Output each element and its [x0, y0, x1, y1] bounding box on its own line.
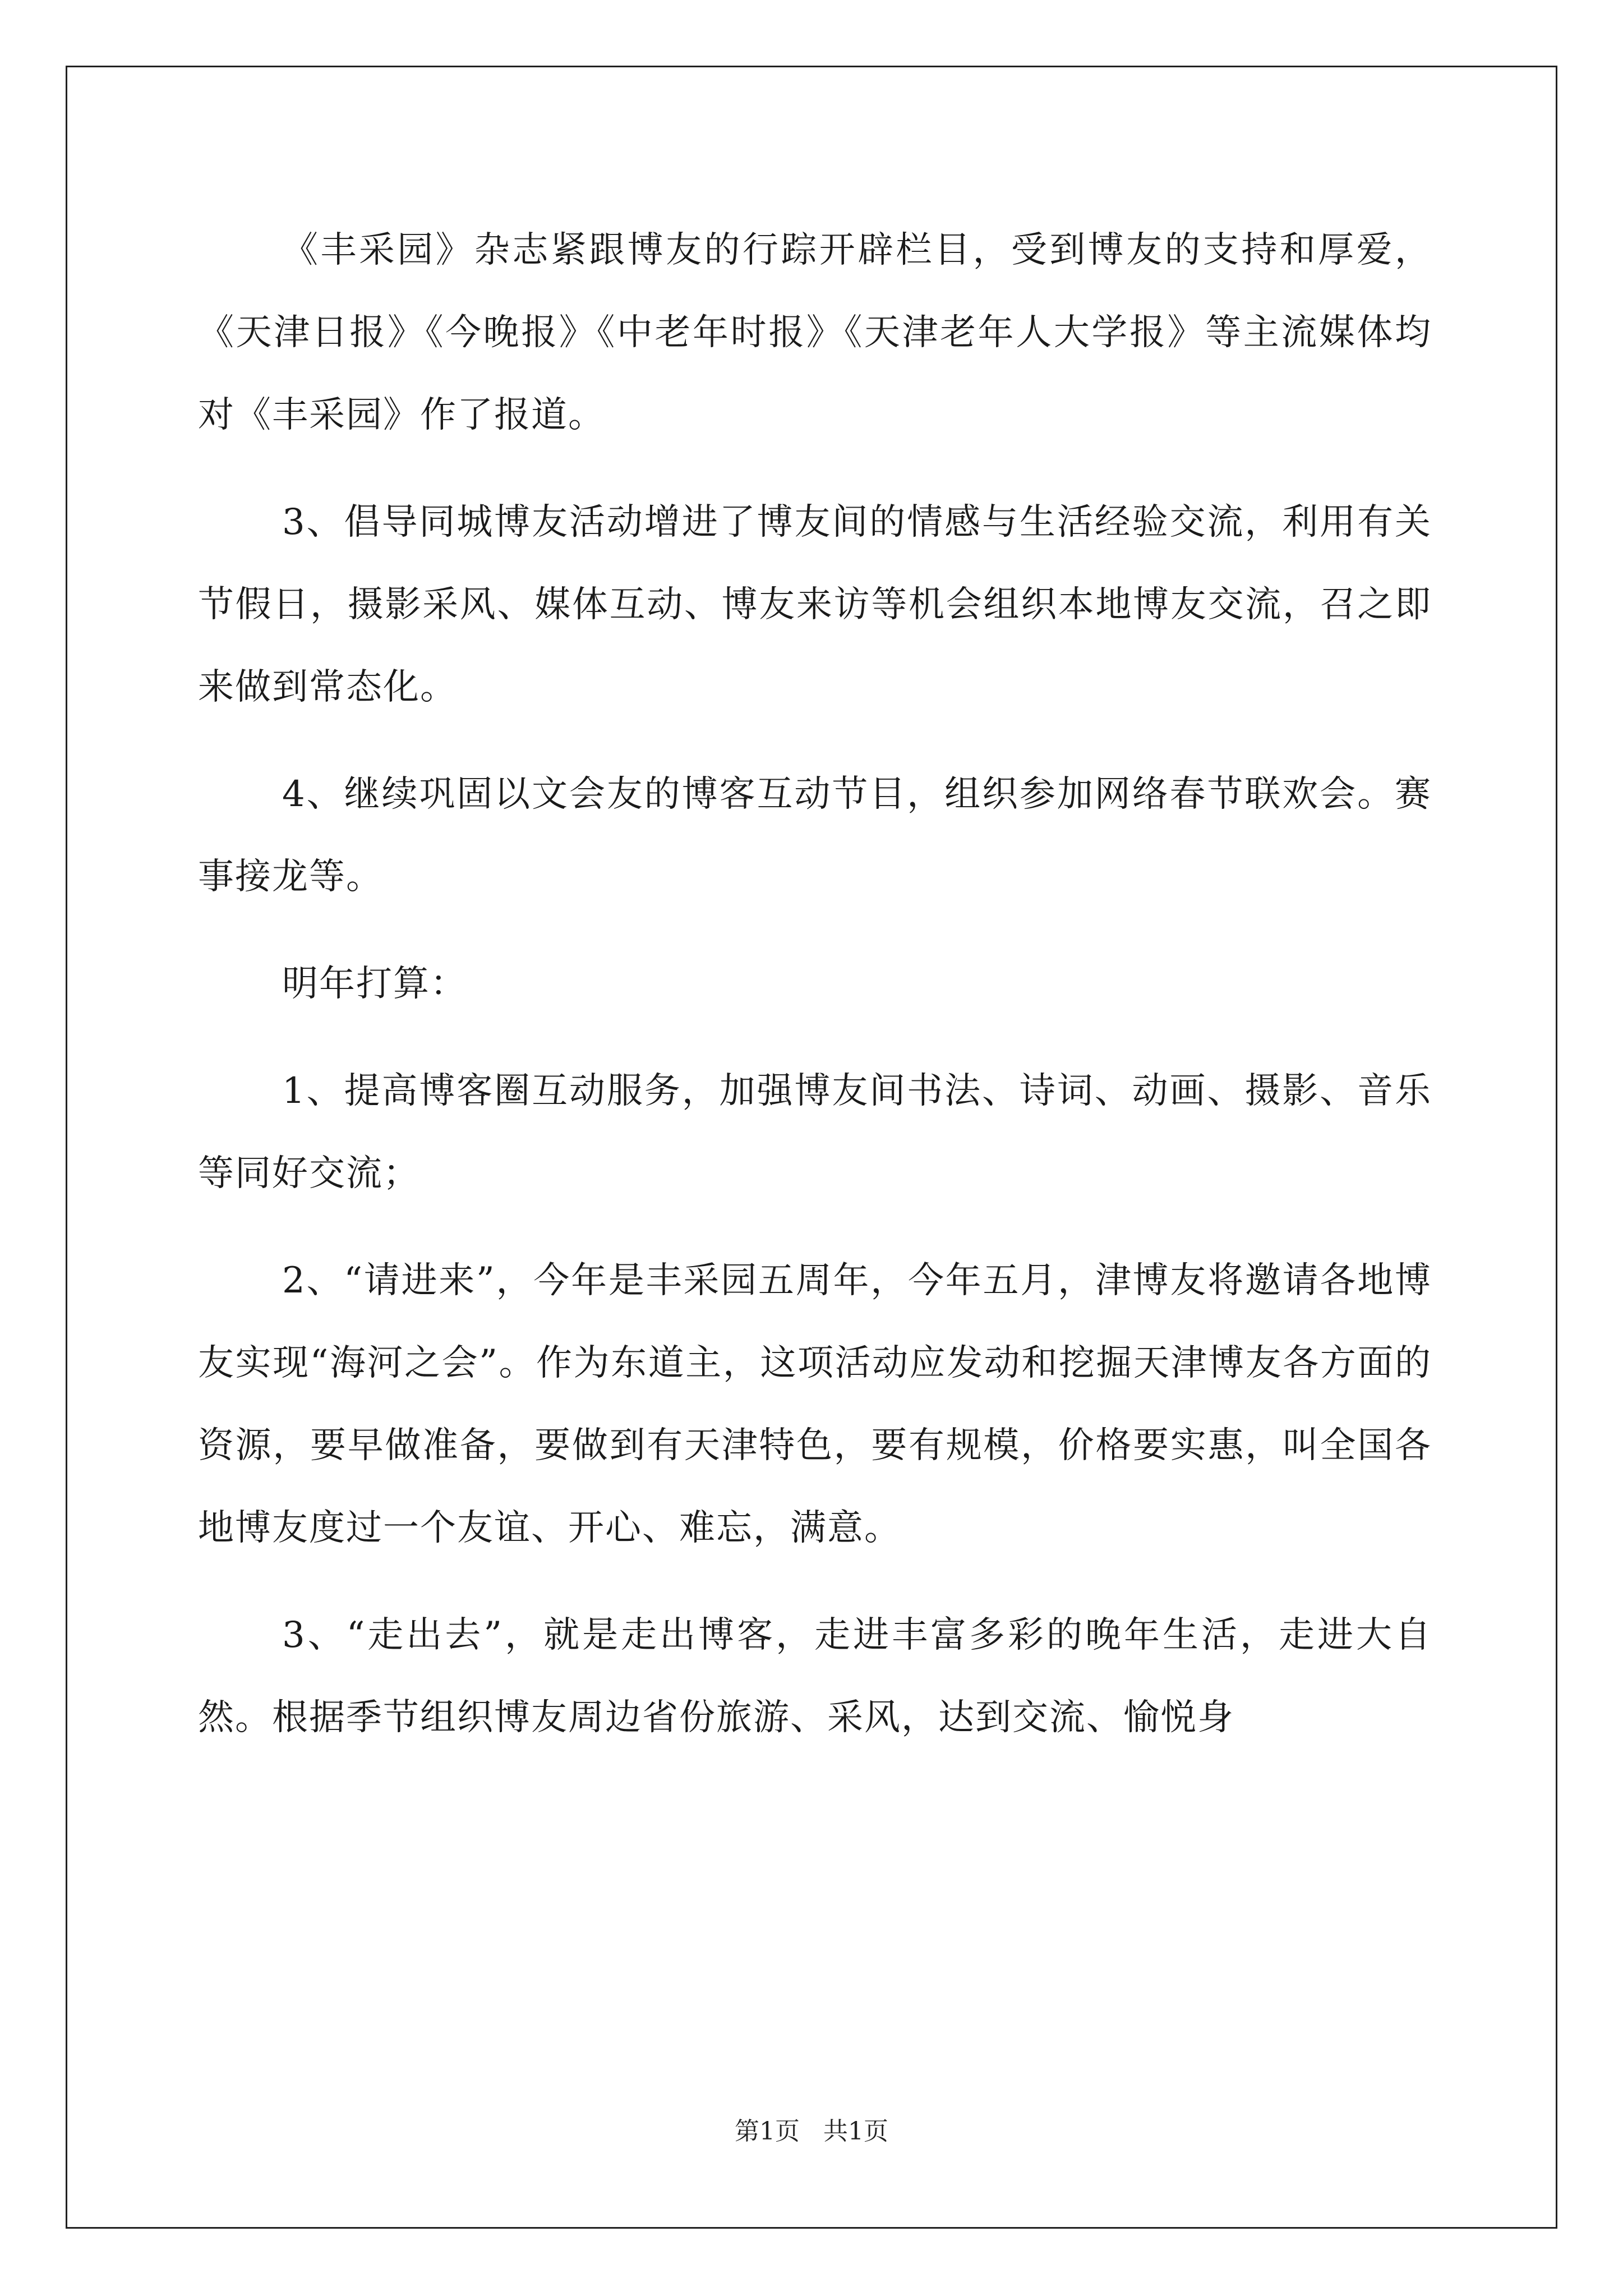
document-body [198, 209, 1432, 1759]
paragraph-5: 1、提高博客圈互动服务，加强博友间书法、诗词、动画、摄影、音乐等同好交流； [198, 1070, 1432, 1194]
paragraph-6: 2、“请进来”，今年是丰采园五周年，今年五月，津博友将邀请各地博友实现“海河之会”。作为东道主，这项活动应发动和挖掘天津博友各方面的资源，要早做准备，要做到有天津特色，要有规模，价格要实惠，叫全国各地博友度过一个友谊、开心、难忘，满意。 [198, 1260, 1432, 1549]
paragraph-1: 《丰采园》杂志紧跟博友的行踪开辟栏目，受到博友的支持和厚爱，《天津日报》《今晚报》《中老年时报》《天津老年人大学报》等主流媒体均对《丰采园》作了报道。 [198, 229, 1432, 436]
paragraph-4: 明年打算： [282, 963, 467, 1005]
paragraph-3: 4、继续巩固以文会友的博客互动节目，组织参加网络春节联欢会。赛事接龙等。 [198, 774, 1432, 898]
page-footer: 第1页 共1页 [735, 2117, 888, 2146]
paragraph-2: 3、倡导同城博友活动增进了博友间的情感与生活经验交流，利用有关节假日，摄影采风、媒体互动、博友来访等机会组织本地博友交流，召之即来做到常态化。 [198, 501, 1432, 708]
paragraph-7: 3、“走出去”，就是走出博客，走进丰富多彩的晚年生活，走进大自然。根据季节组织博友周边省份旅游、采风，达到交流、愉悦身 [198, 1614, 1432, 1738]
